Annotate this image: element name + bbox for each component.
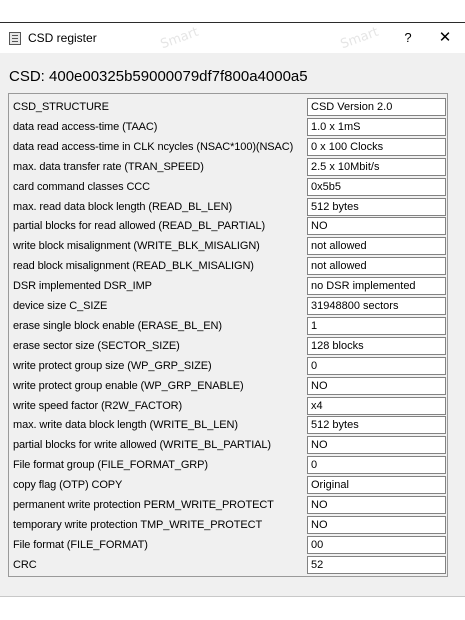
field-value[interactable]: not allowed [307, 237, 446, 255]
window-title: CSD register [28, 31, 97, 45]
csd-field-row [13, 476, 449, 496]
csd-field-row [13, 357, 449, 377]
csd-field-row [13, 277, 449, 297]
field-value[interactable]: Original [307, 476, 446, 494]
csd-field-row [13, 118, 449, 138]
field-value[interactable]: not allowed [307, 257, 446, 275]
csd-fields-panel [8, 93, 448, 577]
csd-field-row [13, 416, 449, 436]
field-label: max. data transfer rate (TRAN_SPEED) [13, 160, 204, 173]
csd-field-row [13, 337, 449, 357]
field-value[interactable]: NO [307, 496, 446, 514]
field-label: max. write data block length (WRITE_BL_LEN) [13, 419, 238, 432]
field-label: partial blocks for write allowed (WRITE_BL_PARTIAL) [13, 439, 271, 452]
app-icon [9, 32, 21, 45]
field-value[interactable]: 1 [307, 317, 446, 335]
csd-field-row [13, 217, 449, 237]
field-value[interactable]: 31948800 sectors [307, 297, 446, 315]
csd-field-row [13, 317, 449, 337]
csd-field-row [13, 556, 449, 576]
field-label: File format group (FILE_FORMAT_GRP) [13, 459, 208, 472]
field-label: copy flag (OTP) COPY [13, 479, 123, 492]
field-value[interactable]: 512 bytes [307, 198, 446, 216]
csd-field-row [13, 536, 449, 556]
field-value[interactable]: NO [307, 377, 446, 395]
field-label: write speed factor (R2W_FACTOR) [13, 399, 183, 412]
field-value[interactable]: 512 bytes [307, 416, 446, 434]
field-label: temporary write protection TMP_WRITE_PROTECT [13, 518, 263, 531]
help-button[interactable]: ? [404, 30, 412, 45]
field-label: device size C_SIZE [13, 300, 108, 312]
field-label: write protect group size (WP_GRP_SIZE) [13, 359, 212, 372]
field-label: max. read data block length (READ_BL_LEN) [13, 200, 233, 213]
field-label: write block misalignment (WRITE_BLK_MISALIGN) [13, 240, 260, 253]
field-value[interactable]: x4 [307, 397, 446, 415]
csd-field-row [13, 178, 449, 198]
field-value[interactable]: no DSR implemented [307, 277, 446, 295]
csd-field-row [13, 436, 449, 456]
csd-field-row [13, 397, 449, 417]
field-value[interactable]: 0 x 100 Clocks [307, 138, 446, 156]
field-value[interactable]: 0x5b5 [307, 178, 446, 196]
csd-field-row [13, 138, 449, 158]
field-label: CSD_STRUCTURE [13, 101, 109, 113]
field-label: permanent write protection PERM_WRITE_PROTECT [13, 499, 274, 511]
csd-field-row [13, 237, 449, 257]
field-label: DSR implemented DSR_IMP [13, 280, 152, 293]
field-value[interactable]: 52 [307, 556, 446, 574]
csd-field-row [13, 516, 449, 536]
csd-field-row [13, 297, 449, 317]
csd-field-row [13, 257, 449, 277]
field-value[interactable]: 0 [307, 456, 446, 474]
field-label: read block misalignment (READ_BLK_MISALIGN) [13, 260, 254, 273]
field-label: partial blocks for read allowed (READ_BL_PARTIAL) [13, 220, 266, 233]
csd-field-row [13, 98, 449, 118]
field-label: card command classes CCC [13, 180, 150, 193]
field-value[interactable]: 2.5 x 10Mbit/s [307, 158, 446, 176]
field-label: CRC [13, 558, 37, 571]
csd-field-row [13, 377, 449, 397]
field-label: write protect group enable (WP_GRP_ENABLE) [13, 379, 244, 392]
field-label: erase sector size (SECTOR_SIZE) [13, 339, 180, 352]
field-value[interactable]: 1.0 x 1mS [307, 118, 446, 136]
close-button[interactable]: ✕ [438, 29, 452, 46]
field-label: data read access-time (TAAC) [13, 120, 158, 133]
field-value[interactable]: NO [307, 436, 446, 454]
field-value[interactable]: NO [307, 516, 446, 534]
watermark-logo: Smart [158, 24, 201, 53]
field-label: File format (FILE_FORMAT) [13, 538, 148, 551]
csd-header: CSD: 400e00325b59000079df7f800a4000a5 [9, 68, 308, 85]
csd-register-dialog [0, 22, 465, 597]
csd-field-row [13, 496, 449, 516]
csd-field-row [13, 158, 449, 178]
title-bar[interactable] [0, 23, 465, 53]
field-label: data read access-time in CLK ncycles (NSAC*100)(NSAC) [13, 140, 294, 153]
field-value[interactable]: 0 [307, 357, 446, 375]
field-value[interactable]: 00 [307, 536, 446, 554]
watermark-logo: Smart [338, 24, 381, 53]
field-value[interactable]: 128 blocks [307, 337, 446, 355]
field-value[interactable]: CSD Version 2.0 [307, 98, 446, 116]
field-value[interactable]: NO [307, 217, 446, 235]
field-label: erase single block enable (ERASE_BL_EN) [13, 319, 222, 332]
csd-field-row [13, 456, 449, 476]
csd-field-row [13, 198, 449, 218]
